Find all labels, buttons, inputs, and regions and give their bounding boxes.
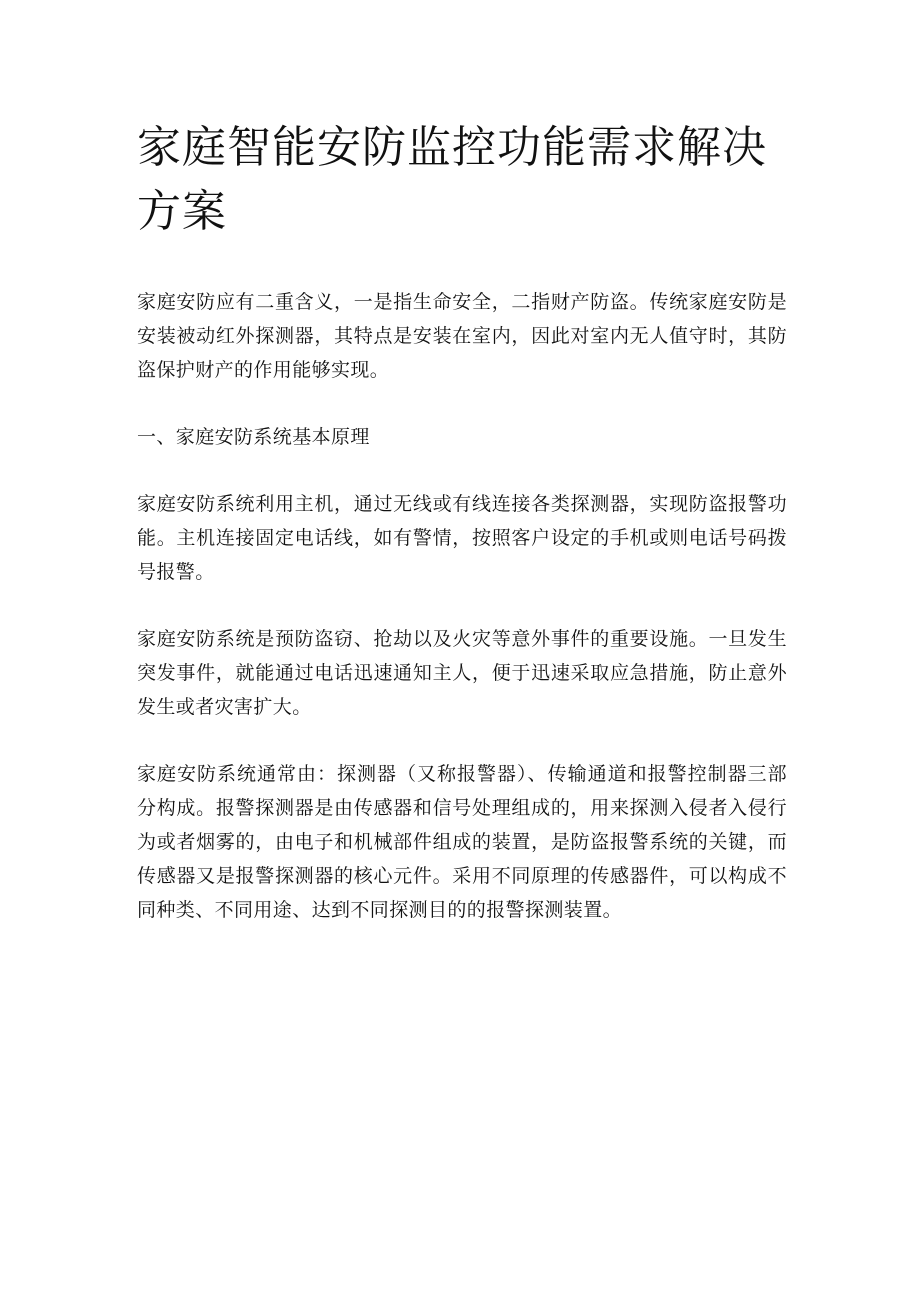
section-heading: 一、家庭安防系统基本原理 [137, 426, 370, 448]
document-title: 家庭智能安防监控功能需求解决方案 [137, 122, 767, 237]
document-page [137, 116, 787, 960]
document-body [137, 285, 787, 927]
paragraph-importance: 家庭安防系统是预防盗窃、抢劫以及火灾等意外事件的重要设施。一旦发生突发事件，就能通过电话迅速通知主人，便于迅速采取应急措施，防止意外发生或者灾害扩大。 [137, 628, 787, 718]
paragraph-principle: 家庭安防系统利用主机，通过无线或有线连接各类探测器，实现防盗报警功能。主机连接固定电话线，如有警情，按照客户设定的手机或则电话号码拨号报警。 [137, 493, 787, 583]
paragraph-components: 家庭安防系统通常由：探测器（又称报警器）、传输通道和报警控制器三部分构成。报警探测器是由传感器和信号处理组成的，用来探测入侵者入侵行为或者烟雾的，由电子和机械部件组成的装置，是防盗报警系统的关键，而传感器又是报警探测器的核心元件。采用不同原理的传感器件，可以构成不同种类、不同用途、达到不同探测目的的报警探测装置。 [137, 763, 787, 921]
paragraph-intro: 家庭安防应有二重含义，一是指生命安全，二指财产防盗。传统家庭安防是安装被动红外探测器，其特点是安装在室内，因此对室内无人值守时，其防盗保护财产的作用能够实现。 [137, 291, 787, 381]
